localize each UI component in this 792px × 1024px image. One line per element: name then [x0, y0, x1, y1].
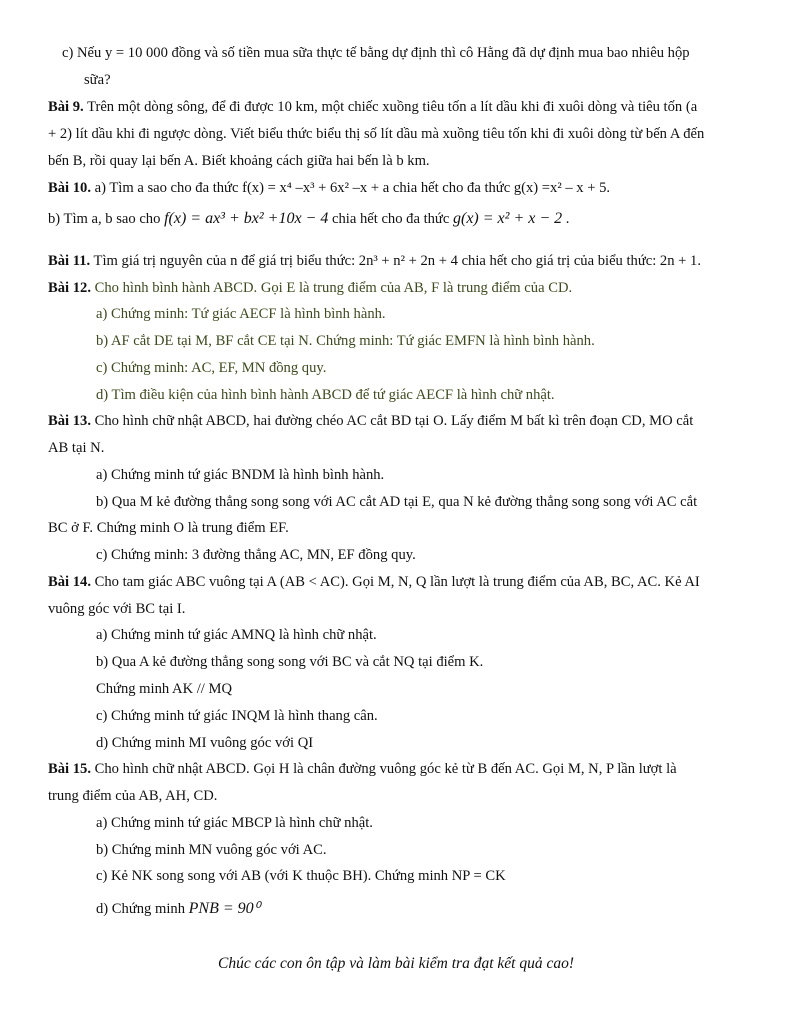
problem-label: Bài 12.	[48, 280, 91, 296]
text-line: a) Chứng minh tứ giác AMNQ là hình chữ nhật.	[96, 627, 377, 643]
text-line: c) Chứng minh: AC, EF, MN đồng quy.	[96, 360, 327, 376]
problem-12	[48, 279, 572, 297]
text-line: c) Chứng minh tứ giác INQM là hình thang cân.	[96, 708, 378, 724]
problem-label: Bài 15.	[48, 761, 91, 777]
formula-angle: PNB = 90⁰	[188, 900, 261, 917]
problem-label: Bài 9.	[48, 99, 84, 115]
text-line: bến B, rồi quay lại bến A. Biết khoảng cách giữa hai bến là b km.	[48, 153, 430, 169]
text-line: b) Chứng minh MN vuông góc với AC.	[96, 842, 327, 858]
problem-label: Bài 14.	[48, 574, 91, 590]
text-line: a) Chứng minh tứ giác BNDM là hình bình hành.	[96, 467, 385, 483]
text-line: c) Chứng minh: 3 đường thẳng AC, MN, EF đồng quy.	[96, 547, 416, 563]
problem-label: Bài 10.	[48, 180, 91, 196]
formula-g: g(x) = x² + x − 2	[452, 210, 563, 227]
problem-15-d	[96, 900, 260, 918]
text-line: b) Qua A kẻ đường thẳng song song với BC và cắt NQ tại điểm K.	[96, 654, 484, 670]
text-line: AB tại N.	[48, 440, 105, 456]
problem-13	[48, 412, 693, 430]
text-line: b) Tìm a, b sao cho	[48, 211, 165, 227]
text-line: d) Tìm điều kiện của hình bình hành ABCD để tứ giác AECF là hình chữ nhật.	[96, 387, 555, 403]
problem-9	[48, 98, 697, 116]
text-line: c) Kẻ NK song song với AB (với K thuộc BH). Chứng minh NP = CK	[96, 868, 506, 884]
text-line: trung điểm của AB, AH, CD.	[48, 788, 218, 804]
text-line: a) Tìm a sao cho đa thức f(x) = x⁴ –x³ + 6x² –x + a chia hết cho đa thức g(x) =x² – x + 5.	[90, 180, 611, 196]
text-line: c) Nếu y = 10 000 đồng và số tiền mua sữa thực tế bằng dự định thì cô Hằng đã dự định mua bao nhiêu hộp	[62, 45, 690, 61]
text-line: vuông góc với BC tại I.	[48, 601, 186, 617]
text-line: Cho hình chữ nhật ABCD, hai đường chéo AC cắt BD tại O. Lấy điểm M bất kì trên đoạn CD, MO cắt	[90, 413, 694, 429]
text-line: Cho hình bình hành ABCD. Gọi E là trung điểm của AB, F là trung điểm của CD.	[90, 280, 573, 296]
problem-14	[48, 573, 700, 591]
text-line: + 2) lít dầu khi đi ngược dòng. Viết biểu thức biểu thị số lít dầu mà xuồng tiêu tốn khi đi xuôi dòng từ bến A đến	[48, 126, 705, 142]
problem-10	[48, 179, 610, 197]
text-line: chia hết cho đa thức	[328, 211, 453, 227]
problem-label: Bài 11.	[48, 253, 91, 269]
text-line: d) Chứng minh	[96, 901, 189, 917]
problem-10-b	[48, 210, 569, 228]
text-line: a) Chứng minh: Tứ giác AECF là hình bình hành.	[96, 306, 386, 322]
problem-11	[48, 252, 701, 270]
text-line: Cho hình chữ nhật ABCD. Gọi H là chân đường vuông góc kẻ từ B đến AC. Gọi M, N, P lần lượt là	[90, 761, 677, 777]
closing-message: Chúc các con ôn tập và làm bài kiểm tra đạt kết quả cao!	[218, 955, 574, 972]
text-line: d) Chứng minh MI vuông góc với QI	[96, 735, 314, 751]
text-line: .	[562, 211, 570, 227]
text-line: BC ở F. Chứng minh O là trung điểm EF.	[48, 520, 289, 536]
text-line: b) Qua M kẻ đường thẳng song song với AC cắt AD tại E, qua N kẻ đường thẳng song song với AC cắt	[96, 494, 698, 510]
text-line: sữa?	[84, 72, 111, 88]
text-line: Chứng minh AK // MQ	[96, 681, 233, 697]
formula-f: f(x) = ax³ + bx² +10x − 4	[164, 210, 329, 227]
problem-15	[48, 760, 677, 778]
text-line: Cho tam giác ABC vuông tại A (AB < AC). Gọi M, N, Q lần lượt là trung điểm của AB, BC, AC. Kẻ AI	[90, 574, 700, 590]
text-line: Tìm giá trị nguyên của n để giá trị biểu thức: 2n³ + n² + 2n + 4 chia hết cho giá trị của biểu thức: 2n + 1.	[90, 253, 701, 269]
text-line: a) Chứng minh tứ giác MBCP là hình chữ nhật.	[96, 815, 373, 831]
text-line: b) AF cắt DE tại M, BF cắt CE tại N. Chứng minh: Tứ giác EMFN là hình bình hành.	[96, 333, 595, 349]
problem-label: Bài 13.	[48, 413, 91, 429]
text-line: Trên một dòng sông, để đi được 10 km, một chiếc xuồng tiêu tốn a lít dầu khi đi xuôi dòng và tiêu tốn (a	[83, 99, 698, 115]
